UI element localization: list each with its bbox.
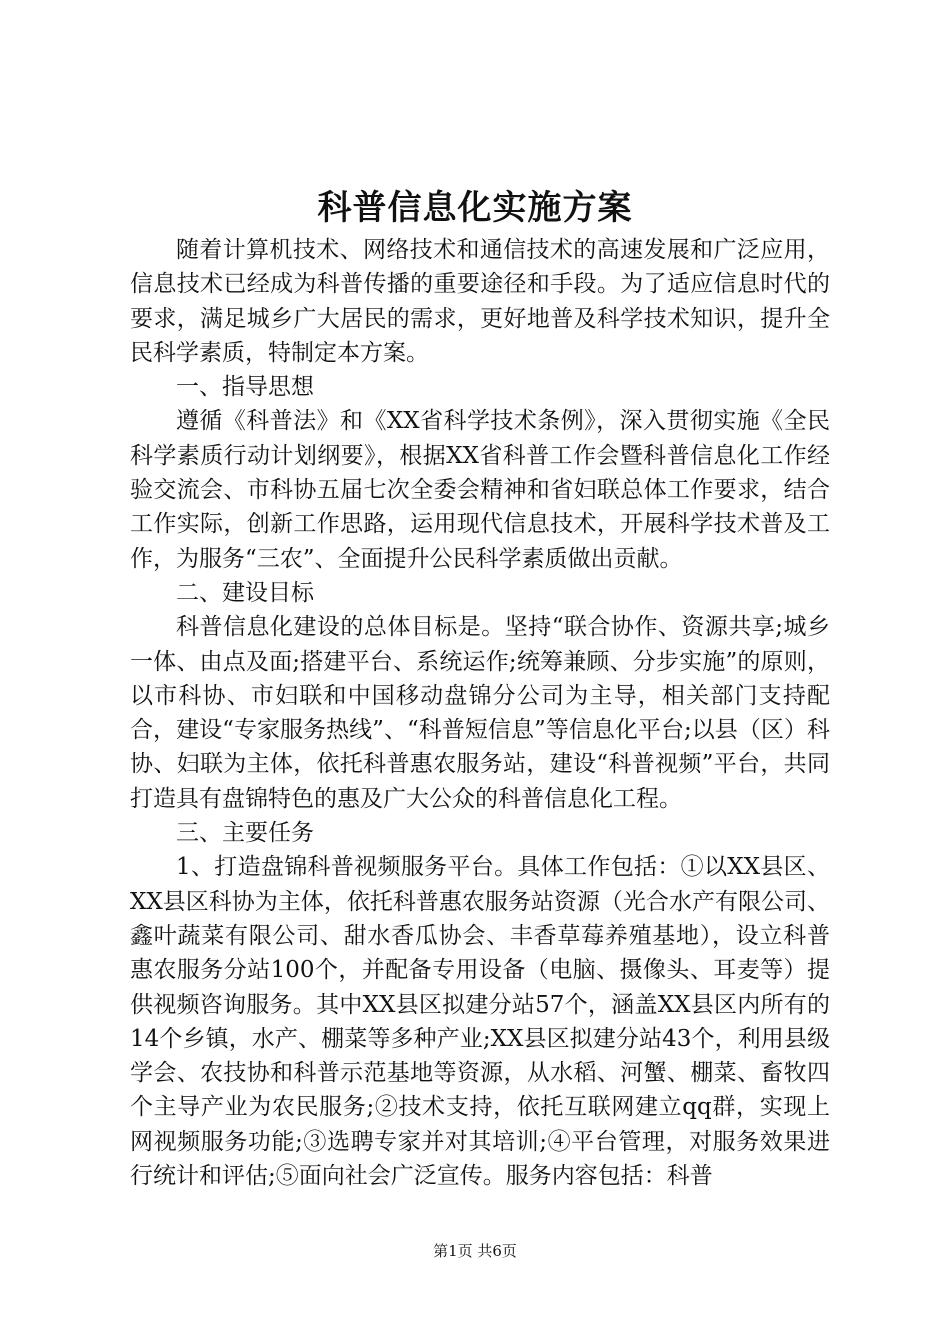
document-body [130,233,830,1193]
section-heading-guiding-ideology: 一、指导思想 [176,374,314,401]
section-heading-construction-goals: 二、建设目标 [176,579,314,606]
intro-paragraph: 随着计算机技术、网络技术和通信技术的高速发展和广泛应用，信息技术已经成为科普传播的重要途径和手段。为了适应信息时代的要求，满足城乡广大居民的需求，更好地普及科学技术知识，提升全民科学素质，特制定本方案。 [130,237,830,366]
page-footer: 第1页 共6页 [433,1242,517,1260]
guiding-ideology-paragraph: 遵循《科普法》和《XX省科学技术条例》，深入贯彻实施《全民科学素质行动计划纲要》，根据XX省科普工作会暨科普信息化工作经验交流会、市科协五届七次全委会精神和省妇联总体工作要求，结合工作实际，创新工作思路，运用现代信息技术，开展科学技术普及工作，为服务“三农”、全面提升公民科学素质做出贡献。 [130,408,830,572]
main-tasks-paragraph: 1、打造盘锦科普视频服务平台。具体工作包括：①以XX县区、XX县区科协为主体，依托科普惠农服务站资源（光合水产有限公司、鑫叶蔬菜有限公司、甜水香瓜协会、丰香草莓养殖基地），设立科普惠农服务分站100个，并配备专用设备（电脑、摄像头、耳麦等）提供视频咨询服务。其中XX县区拟建分站57个，涵盖XX县区内所有的14个乡镇，水产、棚菜等多种产业;XX县区拟建分站43个，利用县级学会、农技协和科普示范基地等资源，从水稻、河蟹、棚菜、畜牧四个主导产业为农民服务;②技术支持，依托互联网建立qq群，实现上网视频服务功能;③选聘专家并对其培训;④平台管理，对服务效果进行统计和评估;⑤面向社会广泛宣传。服务内容包括：科普 [130,854,830,1190]
construction-goals-paragraph: 科普信息化建设的总体目标是。坚持“联合协作、资源共享;城乡一体、由点及面;搭建平台、系统运作;统筹兼顾、分步实施”的原则，以市科协、市妇联和中国移动盘锦分公司为主导，相关部门支持配合，建设“专家服务热线”、“科普短信息”等信息化平台;以县（区）科协、妇联为主体，依托科普惠农服务站，建设“科普视频”平台，共同打造具有盘锦特色的惠及广大公众的科普信息化工程。 [130,614,830,812]
document-title: 科普信息化实施方案 [317,188,633,228]
section-heading-main-tasks: 三、主要任务 [176,820,314,847]
